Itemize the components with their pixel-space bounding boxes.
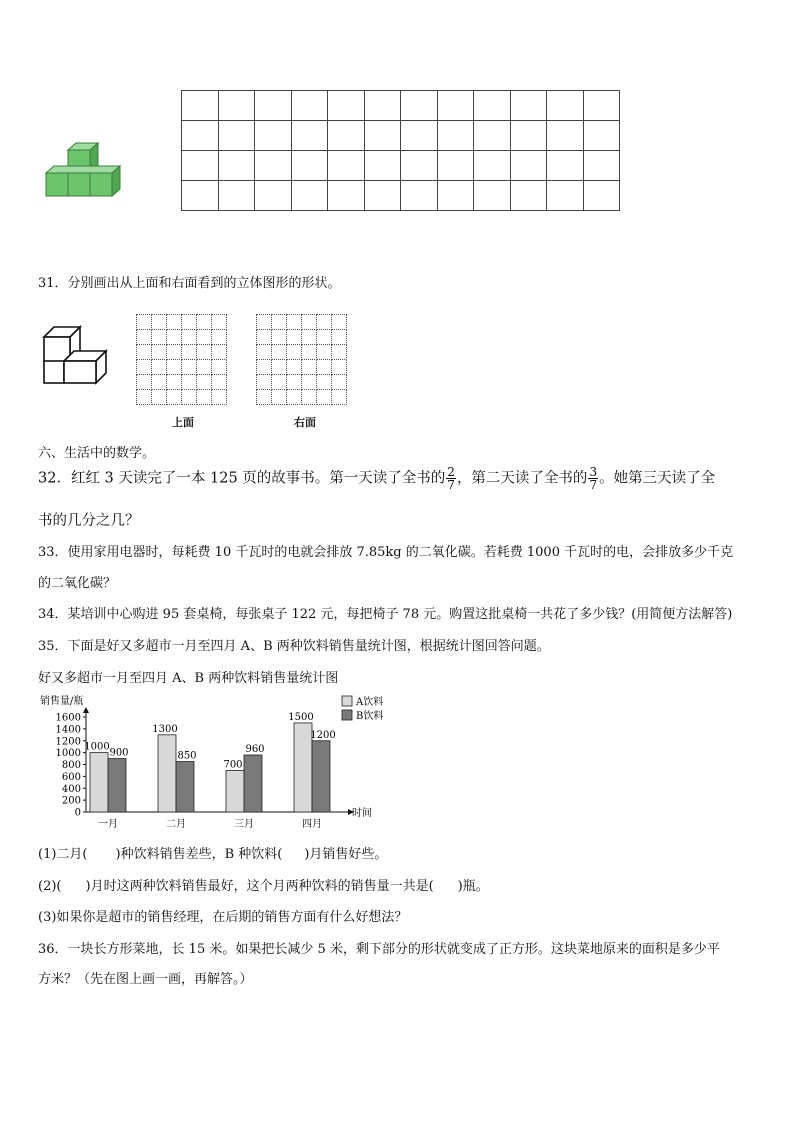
grid-cell[interactable]: [510, 91, 547, 121]
question-31-text: 31．分别画出从上面和右面看到的立体图形的形状。: [38, 276, 341, 291]
grid-cell[interactable]: [291, 151, 328, 181]
question-35-sub2: [38, 875, 489, 894]
grid-cell[interactable]: [547, 181, 584, 211]
grid-cell[interactable]: [510, 121, 547, 151]
dotted-grid-cell[interactable]: [257, 315, 272, 330]
grid-cell[interactable]: [583, 91, 620, 121]
green-cubes-figure: [40, 140, 130, 202]
question-35-sub3: (3)如果你是超市的销售经理，在后期的销售方面有什么好想法？: [38, 910, 408, 925]
x-tick-label: 四月: [302, 819, 322, 830]
dotted-grid-cell[interactable]: [302, 360, 317, 375]
question-34-line1: 34．某培训中心购进 95 套桌椅，每张桌子 122 元，每把椅子 78 元。购置这批桌椅一共花了多少钱？(用简便方法解答): [38, 607, 733, 622]
dotted-grid-cell[interactable]: [287, 375, 302, 390]
y-tick-label: 1000: [55, 748, 81, 760]
sales-bar-chart: [38, 690, 398, 832]
grid-cell[interactable]: [583, 181, 620, 211]
fraction-denominator: 7: [447, 478, 455, 492]
dotted-grid-cell[interactable]: [152, 360, 167, 375]
grid-cell[interactable]: [510, 181, 547, 211]
bar-b: [108, 759, 126, 812]
bar-value-label: 900: [109, 747, 129, 759]
grid-cell[interactable]: [437, 181, 474, 211]
dotted-grid-cell[interactable]: [212, 375, 227, 390]
dotted-grid-cell[interactable]: [182, 330, 197, 345]
dotted-grid-cell[interactable]: [152, 345, 167, 360]
chart-title: 好又多超市一月至四月 A、B 两种饮料销售量统计图: [38, 671, 339, 686]
y-tick-label: 200: [61, 795, 81, 807]
dotted-grid-cell[interactable]: [272, 345, 287, 360]
dotted-grid-cell[interactable]: [182, 345, 197, 360]
grid-cell[interactable]: [583, 151, 620, 181]
dotted-grid-cell[interactable]: [167, 330, 182, 345]
dotted-grid-cell[interactable]: [332, 375, 347, 390]
legend-swatch: [342, 710, 352, 720]
legend-label: A饮料: [356, 697, 384, 708]
grid-cell[interactable]: [401, 91, 438, 121]
x-tick-label: 三月: [234, 819, 254, 830]
x-axis-label: 时间: [352, 808, 372, 819]
dotted-grid-cell[interactable]: [317, 315, 332, 330]
grid-cell[interactable]: [255, 151, 292, 181]
bar-value-label: 1500: [288, 711, 314, 723]
dotted-grid-cell[interactable]: [182, 315, 197, 330]
grid-cell[interactable]: [255, 91, 292, 121]
dotted-grid-cell[interactable]: [152, 315, 167, 330]
bar-value-label: 1000: [84, 741, 110, 753]
dotted-grid-cell[interactable]: [332, 315, 347, 330]
grid-cell[interactable]: [583, 121, 620, 151]
question-32-line2: 书的几分之几？: [38, 513, 140, 529]
dotted-grid-cell[interactable]: [302, 315, 317, 330]
dotted-grid-cell[interactable]: [212, 360, 227, 375]
bar-value-label: 850: [177, 750, 197, 762]
dotted-grid-cell[interactable]: [137, 390, 152, 405]
grid-cell[interactable]: [328, 121, 365, 151]
grid-cell[interactable]: [218, 121, 255, 151]
dotted-grid-cell[interactable]: [287, 390, 302, 405]
dotted-grid-cell[interactable]: [272, 375, 287, 390]
dotted-grid-cell[interactable]: [182, 360, 197, 375]
grid-cell[interactable]: [437, 151, 474, 181]
legend-swatch: [342, 696, 352, 706]
grid-cell[interactable]: [182, 181, 219, 211]
grid-cell[interactable]: [401, 181, 438, 211]
question-36-line2: 方米？（先在图上画一画，再解答。）: [38, 972, 253, 987]
dotted-grid-right-view[interactable]: [256, 314, 347, 405]
grid-cell[interactable]: [328, 91, 365, 121]
legend-label: B饮料: [356, 711, 384, 722]
dotted-grid-cell[interactable]: [302, 390, 317, 405]
question-33-line2: 的二氧化碳？: [38, 576, 117, 591]
dotted-grid-cell[interactable]: [137, 315, 152, 330]
dotted-grid-cell[interactable]: [152, 390, 167, 405]
dotted-grid-cell[interactable]: [167, 315, 182, 330]
dotted-grid-cell[interactable]: [302, 330, 317, 345]
dotted-grid-cell[interactable]: [182, 375, 197, 390]
question-35-line1: 35．下面是好又多超市一月至四月 A、B 两种饮料销售量统计图，根据统计图回答问题。: [38, 639, 550, 654]
dotted-grid-cell[interactable]: [152, 375, 167, 390]
dotted-grid-cell[interactable]: [167, 390, 182, 405]
y-tick-label: 0: [74, 807, 81, 819]
q35-sub2-b: )月时这两种饮料销售最好，这个月两种饮料的销售量一共是(: [85, 879, 434, 894]
dotted-grid-cell[interactable]: [257, 330, 272, 345]
q32-text-a: 32．红红 3 天读完了一本 125 页的故事书。第一天读了全书的: [38, 470, 446, 487]
fraction-numerator: 2: [447, 465, 455, 479]
grid-cell[interactable]: [547, 121, 584, 151]
dotted-grid-cell[interactable]: [317, 360, 332, 375]
y-tick-label: 400: [61, 783, 81, 795]
grid-cell[interactable]: [510, 151, 547, 181]
bar-value-label: 1300: [152, 723, 178, 735]
dotted-grid-cell[interactable]: [287, 360, 302, 375]
question-33-line1: 33．使用家用电器时，每耗费 10 千瓦时的电就会排放 7.85kg 的二氧化碳。若耗费 1000 千瓦时的电，会排放多少千克: [38, 545, 734, 560]
dotted-grid-cell[interactable]: [332, 330, 347, 345]
grid-cell[interactable]: [328, 151, 365, 181]
bar-value-label: 700: [223, 759, 243, 771]
grid-cell[interactable]: [182, 121, 219, 151]
q32-text-b: ，第二天读了全书的: [456, 470, 588, 487]
dotted-grid-cell[interactable]: [302, 375, 317, 390]
dotted-grid-cell[interactable]: [332, 345, 347, 360]
dotted-grid-cell[interactable]: [197, 390, 212, 405]
grid-cell[interactable]: [474, 181, 511, 211]
y-tick-label: 1600: [55, 712, 81, 724]
bar-b: [244, 755, 262, 812]
y-tick-label: 800: [61, 760, 81, 771]
grid-cell[interactable]: [474, 121, 511, 151]
grid-cell[interactable]: [364, 121, 401, 151]
question-36-line1: 36．一块长方形菜地，长 15 米。如果把长减少 5 米，剩下部分的形状就变成了正方形。这块菜地原来的面积是多少平: [38, 942, 720, 957]
grid-cell[interactable]: [328, 181, 365, 211]
grid-cell[interactable]: [474, 91, 511, 121]
section-6-title: 六、生活中的数学。: [38, 446, 156, 461]
dotted-grid-cell[interactable]: [272, 390, 287, 405]
fraction-denominator: 7: [589, 478, 598, 492]
x-tick-label: 一月: [98, 819, 118, 830]
dotted-grid-cell[interactable]: [137, 375, 152, 390]
x-tick-label: 二月: [166, 819, 186, 830]
q35-sub1-b: )种饮料销售差些，B 种饮料(: [115, 847, 283, 862]
dotted-grid-cell[interactable]: [332, 390, 347, 405]
dotted-grid-cell[interactable]: [317, 375, 332, 390]
dotted-grid-cell[interactable]: [287, 330, 302, 345]
dotted-grid-cell[interactable]: [137, 360, 152, 375]
grid-cell[interactable]: [547, 151, 584, 181]
grid-cell[interactable]: [218, 151, 255, 181]
grid-cell[interactable]: [291, 181, 328, 211]
dotted-grid-cell[interactable]: [167, 360, 182, 375]
dotted-grid-cell[interactable]: [167, 345, 182, 360]
q32-text-c: 。她第三天读了全: [599, 470, 716, 487]
grid-cell[interactable]: [401, 151, 438, 181]
bar-b: [176, 762, 194, 812]
dotted-grid-cell[interactable]: [137, 330, 152, 345]
white-cubes-figure: [40, 325, 112, 385]
dotted-grid-cell[interactable]: [302, 345, 317, 360]
bar-a: [90, 753, 108, 812]
dotted-grid-cell[interactable]: [212, 315, 227, 330]
grid-cell[interactable]: [437, 121, 474, 151]
grid-cell[interactable]: [364, 181, 401, 211]
dotted-grid-cell[interactable]: [257, 360, 272, 375]
dotted-grid-cell[interactable]: [317, 345, 332, 360]
q35-sub1-a: (1)二月(: [38, 847, 88, 862]
fraction-numerator: 3: [589, 465, 598, 479]
drawing-grid-large[interactable]: [181, 90, 620, 211]
dotted-grid-cell[interactable]: [137, 345, 152, 360]
dotted-grid-cell[interactable]: [197, 345, 212, 360]
grid-cell[interactable]: [218, 181, 255, 211]
dotted-grid-top-view[interactable]: [136, 314, 227, 405]
bar-value-label: 1200: [310, 729, 336, 741]
label-right-view: 右面: [294, 416, 316, 429]
dotted-grid-cell[interactable]: [257, 345, 272, 360]
grid-cell[interactable]: [291, 121, 328, 151]
q35-sub1-c: )月销售好些。: [304, 847, 388, 862]
grid-cell[interactable]: [182, 151, 219, 181]
grid-cell[interactable]: [437, 91, 474, 121]
dotted-grid-cell[interactable]: [272, 315, 287, 330]
grid-cell[interactable]: [364, 91, 401, 121]
y-axis-label: 销售量/瓶: [40, 696, 84, 707]
grid-cell[interactable]: [182, 91, 219, 121]
dotted-grid-cell[interactable]: [212, 330, 227, 345]
grid-cell[interactable]: [474, 151, 511, 181]
fraction-3-7: [588, 466, 598, 491]
dotted-grid-cell[interactable]: [287, 345, 302, 360]
dotted-grid-cell[interactable]: [152, 330, 167, 345]
grid-cell[interactable]: [255, 121, 292, 151]
label-top-view: 上面: [172, 416, 194, 429]
bar-b: [312, 741, 330, 812]
y-tick-label: 600: [61, 771, 81, 783]
dotted-grid-cell[interactable]: [287, 315, 302, 330]
bar-a: [158, 735, 176, 812]
grid-cell[interactable]: [364, 151, 401, 181]
grid-cell[interactable]: [401, 121, 438, 151]
dotted-grid-cell[interactable]: [212, 345, 227, 360]
question-32-line1: [38, 466, 715, 491]
dotted-grid-cell[interactable]: [272, 360, 287, 375]
grid-cell[interactable]: [291, 91, 328, 121]
fraction-2-7: [446, 466, 456, 491]
dotted-grid-cell[interactable]: [317, 330, 332, 345]
y-tick-label: 1400: [55, 724, 81, 736]
bar-value-label: 960: [245, 744, 265, 755]
dotted-grid-cell[interactable]: [197, 360, 212, 375]
q35-sub2-a: (2)(: [38, 879, 62, 894]
y-tick-label: 1200: [55, 736, 81, 748]
dotted-grid-cell[interactable]: [212, 390, 227, 405]
dotted-grid-cell[interactable]: [197, 375, 212, 390]
dotted-grid-cell[interactable]: [257, 390, 272, 405]
bar-a: [226, 770, 244, 812]
dotted-grid-cell[interactable]: [332, 360, 347, 375]
grid-cell[interactable]: [218, 91, 255, 121]
q35-sub2-c: )瓶。: [457, 879, 489, 894]
grid-cell[interactable]: [547, 91, 584, 121]
dotted-grid-cell[interactable]: [167, 375, 182, 390]
dotted-grid-cell[interactable]: [197, 330, 212, 345]
y-axis-arrow: [83, 707, 89, 713]
question-35-sub1: [38, 843, 387, 862]
dotted-grid-cell[interactable]: [197, 315, 212, 330]
dotted-grid-cell[interactable]: [257, 375, 272, 390]
dotted-grid-cell[interactable]: [317, 390, 332, 405]
dotted-grid-cell[interactable]: [182, 390, 197, 405]
dotted-grid-cell[interactable]: [272, 330, 287, 345]
grid-cell[interactable]: [255, 181, 292, 211]
